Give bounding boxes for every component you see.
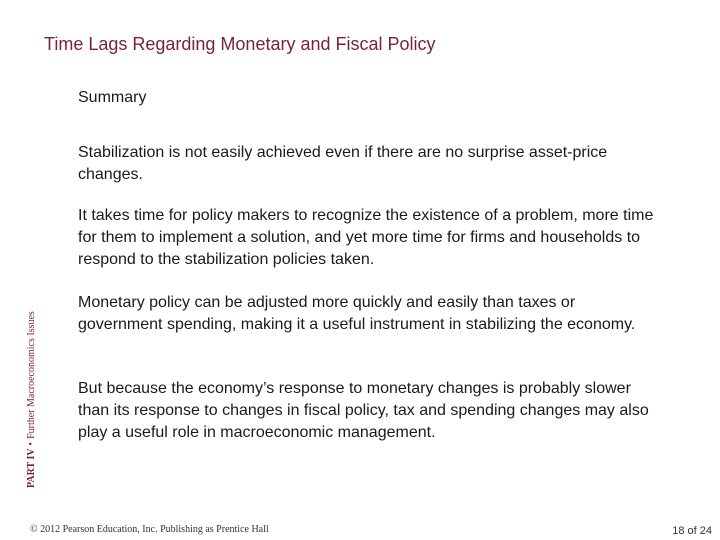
section-heading: Summary	[78, 89, 147, 106]
part-title: Further Macroeconomics Issues	[26, 311, 37, 439]
summary-paragraph-4: But because the economy’s response to monetary changes is probably slower than its response to changes in fiscal policy, tax and spending changes may also play a useful role in macroeconomic management.	[78, 380, 649, 441]
slide-title: Time Lags Regarding Monetary and Fiscal Policy	[44, 34, 436, 54]
footer-copyright: © 2012 Pearson Education, Inc. Publishing as Prentice Hall	[30, 524, 269, 535]
part-side-label	[26, 311, 37, 488]
summary-paragraph-3: Monetary policy can be adjusted more quickly and easily than taxes or government spending, making it a useful instrument in stabilizing the economy.	[78, 294, 636, 333]
summary-paragraph-1: Stabilization is not easily achieved even if there are no surprise asset-price changes.	[78, 144, 608, 183]
summary-paragraph-2: It takes time for policy makers to recognize the existence of a problem, more time for them to implement a solution, and yet more time for firms and households to respond to the stabilization policies taken.	[78, 207, 654, 268]
part-separator: •	[26, 441, 37, 446]
part-number: PART IV	[26, 448, 37, 488]
page-number: 18 of 24	[672, 525, 712, 537]
